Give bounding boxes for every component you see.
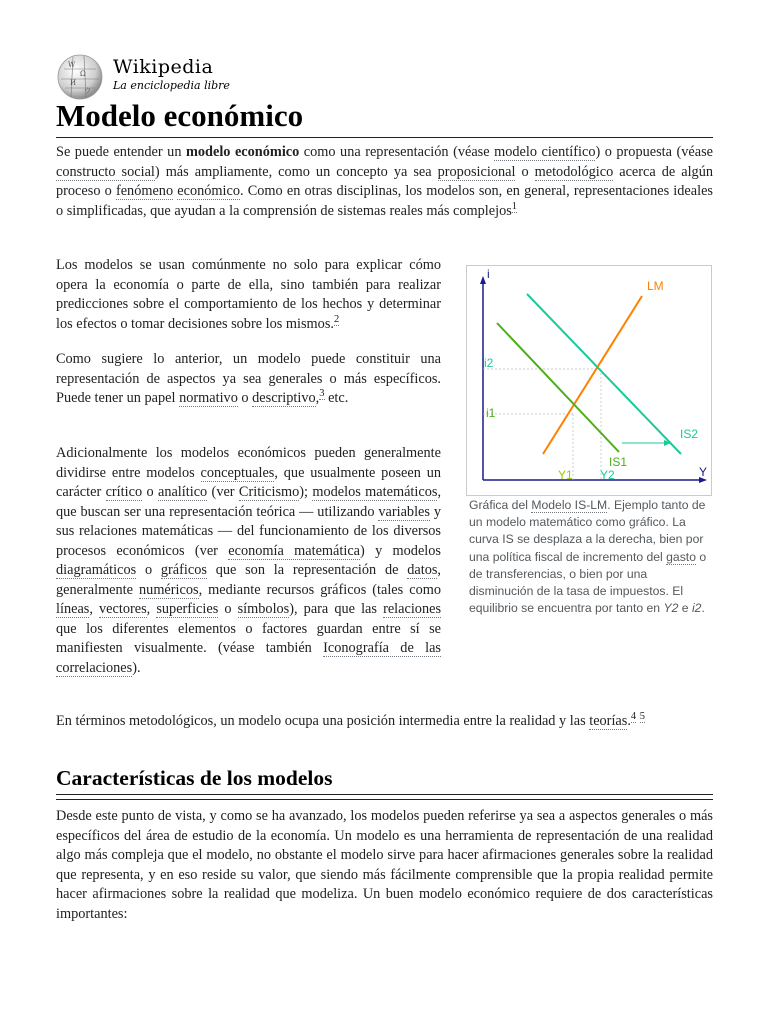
guide-lines bbox=[483, 369, 601, 480]
link-fenomeno[interactable]: fenómeno bbox=[115, 183, 174, 199]
title-divider bbox=[56, 137, 713, 138]
link-modelo-is-lm[interactable]: Modelo IS-LM bbox=[531, 498, 608, 512]
link-simbolos[interactable]: símbolos bbox=[237, 601, 290, 617]
lm-curve bbox=[543, 296, 642, 454]
site-tagline: La enciclopedia libre bbox=[113, 79, 230, 92]
is-lm-axes bbox=[480, 276, 707, 483]
x-axis-label: Y bbox=[699, 465, 708, 479]
link-teorias[interactable]: teorías bbox=[589, 713, 628, 729]
is2-curve bbox=[527, 294, 681, 454]
svg-text:И: И bbox=[70, 79, 77, 87]
link-criticismo[interactable]: Criticismo bbox=[238, 484, 300, 500]
link-numericos[interactable]: numéricos bbox=[139, 581, 199, 598]
reference-4[interactable]: 4 bbox=[630, 711, 637, 723]
page-title: Modelo económico bbox=[56, 98, 304, 133]
reference-1[interactable]: 1 bbox=[511, 200, 518, 212]
i1-label: i1 bbox=[486, 406, 496, 420]
link-vectores[interactable]: vectores bbox=[99, 601, 147, 617]
is2-label: IS2 bbox=[680, 427, 699, 441]
link-descriptivo[interactable]: descriptivo bbox=[252, 390, 316, 406]
y-axis-label: i bbox=[487, 267, 490, 281]
paragraph-metodologicos: En términos metodológicos, un modelo ocupa una posición intermedia entre la realidad y las teorías.$^4$ $^5$ bbox=[56, 711, 645, 729]
svg-text:ウ: ウ bbox=[84, 87, 91, 95]
is-lm-diagram bbox=[467, 266, 711, 495]
is-lm-figure[interactable] bbox=[466, 265, 712, 496]
paragraph-predicciones: Los modelos se usan comúnmente no solo para explicar cómo opera la economía o parte de ella, sino también para realizar predicciones sobre el comportamiento de los hechos y determinar los efectos o tomar decisiones sobre los mismos.$^2$ bbox=[56, 257, 441, 332]
intro-paragraph: Se puede entender un modelo económico como una representación (véase modelo científico) o propuesta (véase constructo social) más ampliamente, como un concepto ya sea proposicional o metodológico acerca de algún proceso o fenómeno económico. Como en otras disciplinas, los modelos son, en general, representaciones ideales o simplificadas, que ayudan a la comprensión de sistemas reales más complejos$^1$ bbox=[56, 144, 714, 219]
wikipedia-globe-icon[interactable] bbox=[56, 53, 104, 101]
link-proposicional[interactable]: proposicional bbox=[437, 163, 516, 180]
link-analitico[interactable]: analítico bbox=[157, 484, 208, 500]
link-graficos[interactable]: gráficos bbox=[160, 562, 207, 578]
link-modelos-matematicos[interactable]: modelos matemáticos bbox=[312, 484, 438, 500]
link-critico[interactable]: crítico bbox=[105, 484, 143, 500]
link-diagramaticos[interactable]: diagramáticos bbox=[56, 562, 137, 578]
section-paragraph: Desde este punto de vista, y como se ha avanzado, los modelos pueden referirse ya sea a aspectos generales o más específicos del área de estudio de la economía. Un modelo es una herramienta de representación de una realidad algo más compleja que el modelo, no obstante el modelo sirve para hacer afirmaciones generales sobre la realidad que representa, y en eso reside su valor, que siendo más fácilmente comprensible que la propia realidad permite hacer afirmaciones sobre la realidad que modeliza. Un buen modelo económico requiere de dos características importantes: bbox=[56, 808, 713, 922]
is1-label: IS1 bbox=[609, 455, 628, 469]
svg-text:W: W bbox=[68, 61, 76, 69]
paragraph-representacion: Como sugiere lo anterior, un modelo puede constituir una representación de aspectos ya sea generales o más específicos. Puede tener un papel normativo o descriptivo,$^3$ etc. bbox=[56, 351, 441, 406]
link-conceptuales[interactable]: conceptuales bbox=[200, 464, 275, 481]
i2-label: i2 bbox=[484, 356, 494, 370]
link-iconografia-correlaciones[interactable]: Iconografía de las correlaciones bbox=[56, 640, 441, 676]
site-wordmark[interactable]: Wikipedia bbox=[113, 56, 214, 78]
reference-3[interactable]: 3 bbox=[319, 388, 325, 400]
link-normativo[interactable]: normativo bbox=[179, 390, 238, 406]
is1-curve bbox=[497, 323, 619, 452]
link-relaciones[interactable]: relaciones bbox=[383, 601, 442, 617]
paragraph-tipos-modelos: Adicionalmente los modelos económicos pueden generalmente dividirse entre modelos conceptuales, que usualmente poseen un carácter crítico o analítico (ver Criticismo); modelos matemáticos, que buscan ser una representación teórica — utilizando variables y sus relaciones matemáticas — del funcionamiento de los diversos procesos económicos (ver economía matemática) y modelos diagramáticos o gráficos que son la representación de datos, generalmente numéricos, mediante recursos gráficos (tales como líneas, vectores, superficies o símbolos), para que las relaciones que los diferentes elementos o factores guardan entre sí se manifiesten visualmente. (véase también Iconografía de las correlaciones). bbox=[56, 445, 442, 676]
svg-text:Ω: Ω bbox=[80, 70, 86, 78]
link-constructo-social[interactable]: constructo social bbox=[56, 163, 155, 180]
link-modelo-cientifico[interactable]: modelo científico bbox=[494, 144, 596, 160]
section-divider-bottom bbox=[56, 799, 713, 800]
link-variables[interactable]: variables bbox=[378, 503, 430, 520]
reference-5[interactable]: 5 bbox=[639, 711, 645, 723]
link-metodologico[interactable]: metodológico bbox=[534, 163, 614, 180]
link-economico[interactable]: económico bbox=[177, 183, 241, 199]
link-economia-matematica[interactable]: economía matemática bbox=[228, 542, 361, 559]
link-lineas[interactable]: líneas bbox=[56, 601, 90, 617]
section-heading: Características de los modelos bbox=[56, 766, 333, 790]
link-datos[interactable]: datos bbox=[407, 562, 438, 578]
y1-label: Y1 bbox=[558, 468, 573, 482]
link-gasto[interactable]: gasto bbox=[666, 549, 696, 564]
y2-label: Y2 bbox=[600, 468, 615, 482]
reference-2[interactable]: 2 bbox=[333, 313, 340, 325]
lm-label: LM bbox=[647, 279, 664, 293]
link-superficies[interactable]: superficies bbox=[156, 601, 219, 617]
figure-caption: Gráfica del Modelo IS-LM. Ejemplo tanto de un modelo matemático como gráfico. La curva IS se desplaza a la derecha, bien por una política fiscal de incremento del gasto o de transferencias, o bien por una disminución de la tasa de impuestos. El equilibrio se encuentra por tanto en Y2 e i2. bbox=[469, 498, 707, 616]
section-divider-top bbox=[56, 794, 713, 795]
